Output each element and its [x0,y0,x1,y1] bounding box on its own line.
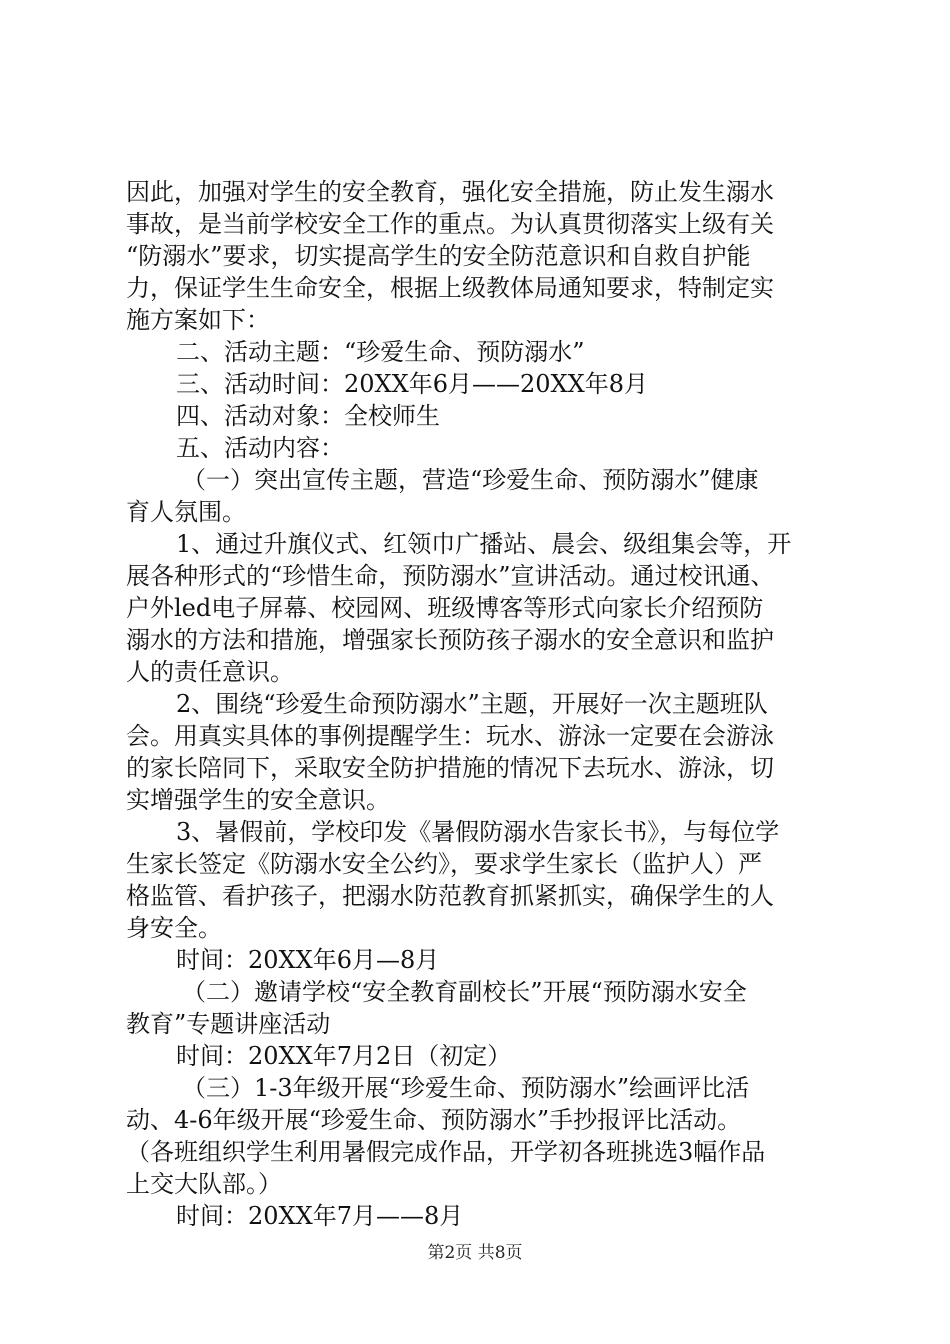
text-line: 因此，加强对学生的安全教育，强化安全措施，防止发生溺水 [126,178,774,206]
text-line: 溺水的方法和措施，增强家长预防孩子溺水的安全意识和监护 [126,626,774,654]
text-line: 户外led电子屏幕、校园网、班级博客等形式向家长介绍预防 [126,594,764,622]
document-body [126,176,836,1232]
text-line: 生家长签定《防溺水安全公约》，要求学生家长（监护人）严 [126,850,762,878]
text-line: （各班组织学生利用暑假完成作品，开学初各班挑选3幅作品 [126,1138,766,1166]
text-line: 3、暑假前，学校印发《暑假防溺水告家长书》，与每位学 [176,818,780,846]
text-line: 育人氛围。 [126,498,246,526]
text-line: （三）1-3年级开展“珍爱生命、预防溺水”绘画评比活 [182,1074,750,1102]
text-line: （二）邀请学校“安全教育副校长”开展“预防溺水安全 [182,978,747,1006]
text-line: 动、4-6年级开展“珍爱生命、预防溺水”手抄报评比活动。 [126,1106,742,1134]
text-line: 四、活动对象：全校师生 [176,402,440,430]
page-footer: 第2页 共8页 [427,1243,523,1263]
text-line: 上交大队部。） [126,1170,282,1198]
text-line: 格监管、看护孩子，把溺水防范教育抓紧抓实，确保学生的人 [126,882,774,910]
text-line: 三、活动时间：20XX年6月——20XX年8月 [176,370,648,398]
text-line: 二、活动主题：“珍爱生命、预防溺水” [176,338,585,366]
text-line: 2、围绕“珍爱生命预防溺水”主题，开展好一次主题班队 [176,690,768,718]
text-line: 时间：20XX年7月——8月 [176,1202,464,1230]
text-line: 时间：20XX年7月2日（初定） [176,1042,512,1070]
text-line: “防溺水”要求，切实提高学生的安全防范意识和自救自护能 [126,242,751,270]
text-line: 时间：20XX年6月—8月 [176,946,440,974]
text-line: 1、通过升旗仪式、红领巾广播站、晨会、级组集会等，开 [176,530,792,558]
text-line: 五、活动内容： [176,434,344,462]
text-line: 的家长陪同下，采取安全防护措施的情况下去玩水、游泳，切 [126,754,774,782]
text-line: 实增强学生的安全意识。 [126,786,390,814]
text-line: 事故，是当前学校安全工作的重点。为认真贯彻落实上级有关 [126,210,774,238]
text-line: 力，保证学生生命安全，根据上级教体局通知要求，特制定实 [126,274,774,302]
text-line: （一）突出宣传主题，营造“珍爱生命、预防溺水”健康 [182,466,759,494]
text-line: 施方案如下： [126,306,270,334]
text-line: 教育”专题讲座活动 [126,1010,331,1038]
text-line: 人的责任意识。 [126,658,294,686]
text-line: 展各种形式的“珍惜生命，预防溺水”宣讲活动。通过校讯通、 [126,562,775,590]
text-line: 身安全。 [126,914,222,942]
text-line: 会。用真实具体的事例提醒学生：玩水、游泳一定要在会游泳 [126,722,774,750]
